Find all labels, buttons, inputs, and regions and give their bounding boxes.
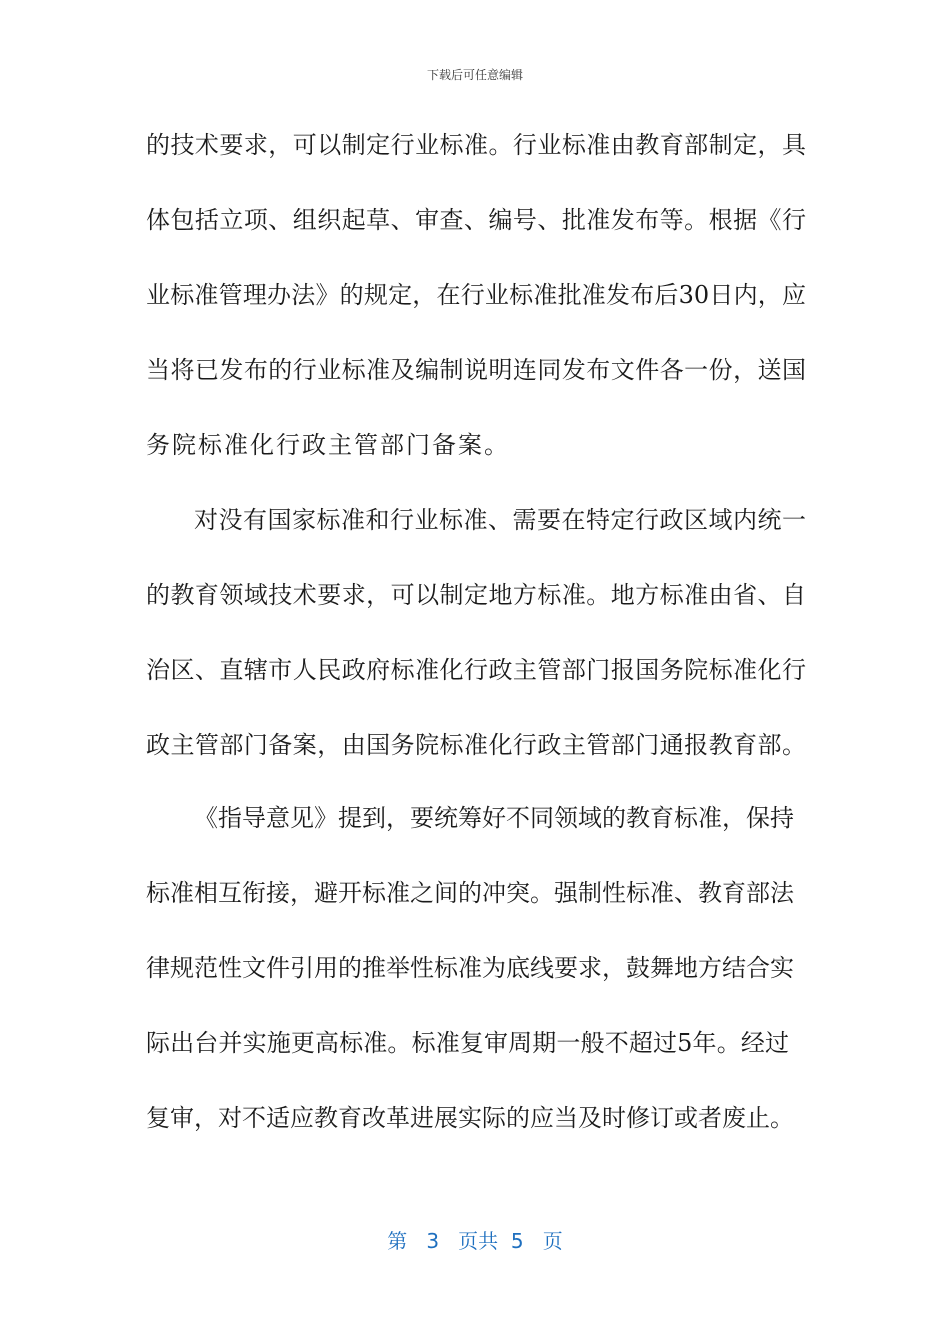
text-line: 律规范性文件引用的推举性标准为底线要求，鼓舞地方结合实	[146, 954, 794, 982]
text-line: 务院标准化行政主管部门备案。	[146, 431, 510, 459]
text-line: 当将已发布的行业标准及编制说明连同发布文件各一份，送国	[146, 356, 806, 384]
footer-current-page: 3	[426, 1229, 440, 1253]
text-line: 对没有国家标准和行业标准、需要在特定行政区域内统一	[194, 506, 806, 534]
text-line: 政主管部门备案，由国务院标准化行政主管部门通报教育部。	[146, 731, 806, 759]
text-line: 《指导意见》提到，要统筹好不同领域的教育标准，保持	[194, 804, 794, 832]
footer-label-total: 页共	[458, 1229, 499, 1253]
text-line: 体包括立项、组织起草、审查、编号、批准发布等。根据《行	[146, 206, 806, 234]
text-line: 际出台并实施更高标准。标准复审周期一般不超过5年。经过	[146, 1029, 789, 1057]
text-line: 标准相互衔接，避开标准之间的冲突。强制性标准、教育部法	[146, 879, 794, 907]
footer-total-pages: 5	[510, 1229, 524, 1253]
page-header: 下载后可任意编辑	[426, 68, 523, 82]
text-line: 治区、直辖市人民政府标准化行政主管部门报国务院标准化行	[146, 656, 806, 684]
text-line: 复审，对不适应教育改革进展实际的应当及时修订或者废止。	[146, 1104, 794, 1132]
text-line: 的技术要求，可以制定行业标准。行业标准由教育部制定，具	[146, 131, 806, 159]
page-footer	[0, 1225, 950, 1254]
text-line: 的教育领域技术要求，可以制定地方标准。地方标准由省、自	[146, 581, 806, 609]
footer-label-page: 第	[387, 1229, 408, 1253]
text-line: 业标准管理办法》的规定，在行业标准批准发布后30日内，应	[146, 281, 806, 309]
footer-label-end: 页	[542, 1229, 563, 1253]
